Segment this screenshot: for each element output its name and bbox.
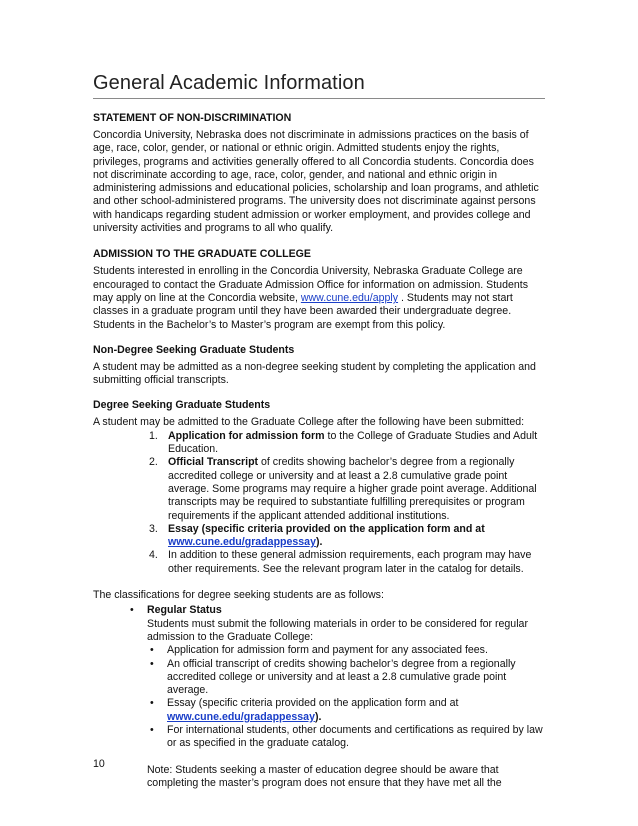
paragraph-note: Note: Students seeking a master of education degree should be aware that completing the master’s program does not ensure that they have met all the [147,763,502,789]
bullet-icon: • [130,604,134,617]
list-item [147,644,545,657]
heading-admission: ADMISSION TO THE GRADUATE COLLEGE [93,248,311,261]
item-text: An official transcript of credits showing bachelor’s degree from a regionally accredited college or university and at least a 2.8 cumulative grade point average. [167,657,516,697]
item-bold-after: ). [315,536,323,549]
item-text: to the College of Graduate Studies and Adult Education. [168,429,538,456]
paragraph-non-degree: A student may be admitted as a non-degree seeking student by completing the application and submitting official transcripts. [93,360,536,387]
item-bold: Application for admission form [168,429,325,442]
list-item [93,430,545,457]
item-number: 4. [149,549,158,562]
paragraph-admission [93,265,545,331]
item-text: In addition to these general admission requirements, each program may have other requirements. See the relevant program later in the catalog for details. [168,549,532,575]
gradappessay-link[interactable]: www.cune.edu/gradappessay [167,710,315,723]
list-item [147,724,545,751]
admission-text-b: . Students may not start classes in a graduate program until they have been awarded their undergraduate degree. Students in the Bachelor’s to Master’s program are exempt from this policy. [93,291,513,331]
item-text: Application for admission form and payment for any associated fees. [167,644,488,657]
paragraph-classifications: The classifications for degree seeking students are as follows: [93,589,384,602]
item-number: 3. [149,522,158,535]
bullet-regular-status [93,604,545,750]
item-bold: Essay (specific criteria provided on the application form and at [168,522,485,535]
page-content [93,72,545,790]
list-item [147,697,545,724]
bullet-icon: • [150,657,154,670]
bullet-icon: • [150,644,154,657]
regular-status-body: Students must submit the following materials in order to be considered for regular admission to the Graduate College: [147,617,528,643]
item-bold: Official Transcript [168,456,259,469]
heading-non-degree: Non-Degree Seeking Graduate Students [93,343,295,356]
list-item [93,456,545,522]
heading-non-discrimination: STATEMENT OF NON-DISCRIMINATION [93,112,292,124]
apply-link[interactable]: www.cune.edu/apply [300,291,399,304]
list-item [93,523,545,550]
item-text: of credits showing bachelor’s degree from a regionally accredited college or university and at least a 2.8 cumulative grade point average. Some programs may require a higher grade point average. Additional transcripts may be required to substantiate fulfilling prerequisites or program requirements if the applicant attended additional institutions. [168,456,537,522]
list-item [147,658,545,698]
page-title: General Academic Information [93,72,545,99]
page-number: 10 [93,758,105,770]
item-text: For international students, other documents and certifications as required by law or as specified in the graduate catalog. [167,723,543,750]
requirements-list [93,430,545,576]
paragraph-degree-intro: A student may be admitted to the Graduate College after the following have been submitted: [93,416,525,429]
item-text: Essay (specific criteria provided on the application form and at [167,697,459,710]
regular-status-list [147,644,545,750]
regular-status-title: Regular Status [147,604,222,617]
item-bold-after: ). [314,710,322,723]
list-item [93,549,545,576]
admission-text-a: Students interested in enrolling in the Concordia University, Nebraska Graduate College are encouraged to contact the Graduate Admission Office for information on admission. Students may apply on line at the Concordia website, [93,265,528,304]
item-number: 2. [149,456,158,469]
heading-degree-seeking: Degree Seeking Graduate Students [93,399,271,412]
paragraph-non-discrimination: Concordia University, Nebraska does not discriminate in admissions practices on the basis of age, race, color, gender, or national or ethnic origin. Admitted students enjoy the rights, privileges, programs and activities generally offered to all Concordia students. Concordia does not discriminate according to age, race, color, gender, and national and ethnic origin in administering admissions and educational policies, scholarship and loan programs, and athletic and other school-administered programs. The university does not discriminate against persons with handicaps regarding student admission or worker employment, and provides college and university activities and programs to all who qualify. [93,129,539,235]
item-number: 1. [149,429,158,442]
gradappessay-link[interactable]: www.cune.edu/gradappessay [168,536,316,549]
bullet-icon: • [150,723,154,736]
bullet-icon: • [150,697,154,710]
